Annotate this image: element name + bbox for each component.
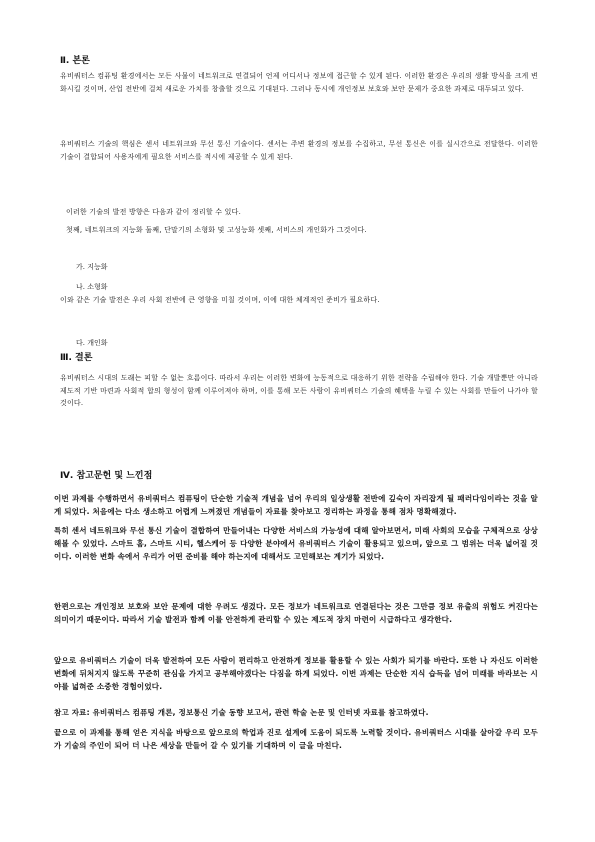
paragraph: 끝으로 이 과제를 통해 얻은 지식을 바탕으로 앞으로의 학업과 진로 설계에 도움이 되도록 노력할 것이다. 유비쿼터스 시대를 살아갈 우리 모두가 기술의 주인이 되어 더 나은 세상을 만들어 갈 수 있기를 기대하며 이 글을 마친다. xyxy=(54,728,538,751)
paragraph: 참고 자료: 유비쿼터스 컴퓨팅 개론, 정보통신 기술 동향 보고서, 관련 학술 논문 및 인터넷 자료를 참고하였다. xyxy=(54,708,429,717)
paragraph: 유비쿼터스 시대의 도래는 피할 수 없는 흐름이다. 따라서 우리는 이러한 변화에 능동적으로 대응하기 위한 전략을 수립해야 한다. 기술 개발뿐만 아니라 제도적 기반 마련과 사회적 합의 형성이 함께 이루어져야 하며, 이를 통해 모든 사람이 유비쿼터스 기술의 혜택을 누릴 수 있는 사회를 만들어 나가야 할 것이다. xyxy=(60,374,538,407)
paragraph: 한편으로는 개인정보 보호와 보안 문제에 대한 우려도 생겼다. 모든 정보가 네트워크로 연결된다는 것은 그만큼 정보 유출의 위험도 커진다는 의미이기 때문이다. 따라서 기술 발전과 함께 이를 안전하게 관리할 수 있는 제도적 장치 마련이 시급하다고 생각한다. xyxy=(54,602,538,625)
paragraph: 유비쿼터스 기술의 핵심은 센서 네트워크와 무선 통신 기술이다. 센서는 주변 환경의 정보를 수집하고, 무선 통신은 이를 실시간으로 전달한다. 이러한 기술이 결합되어 사용자에게 필요한 서비스를 적시에 제공할 수 있게 된다. xyxy=(60,140,538,161)
paragraph: 이번 과제를 수행하면서 유비쿼터스 컴퓨팅이 단순한 기술적 개념을 넘어 우리의 일상생활 전반에 깊숙이 자리잡게 될 패러다임이라는 것을 알게 되었다. 처음에는 다소 생소하고 어렵게 느껴졌던 개념들이 자료를 찾아보고 정리하는 과정을 통해 점차 명확해졌다. xyxy=(54,494,538,517)
paragraph: 유비쿼터스 컴퓨팅 환경에서는 모든 사물이 네트워크로 연결되어 언제 어디서나 정보에 접근할 수 있게 된다. 이러한 환경은 우리의 생활 방식을 크게 변화시킬 것이며, 산업 전반에 걸쳐 새로운 가치를 창출할 것으로 기대된다. 그러나 동시에 개인정보 보호와 보안 문제가 중요한 과제로 대두되고 있다. xyxy=(60,72,538,93)
paragraph: 이와 같은 기술 발전은 우리 사회 전반에 큰 영향을 미칠 것이며, 이에 대한 체계적인 준비가 필요하다. xyxy=(60,296,380,304)
paragraph: 이러한 기술의 발전 방향은 다음과 같이 정리할 수 있다. xyxy=(66,208,241,216)
list-item: 가. 지능화 xyxy=(76,263,108,271)
paragraph: 특히 센서 네트워크와 무선 통신 기술이 결합하여 만들어내는 다양한 서비스의 가능성에 대해 알아보면서, 미래 사회의 모습을 구체적으로 상상해볼 수 있었다. 스마트 홈, 스마트 시티, 헬스케어 등 다양한 분야에서 유비쿼터스 기술이 활용되고 있으며, 앞으로 그 범위는 더욱 넓어질 것이다. 이러한 변화 속에서 우리가 어떤 준비를 해야 하는지에 대해서도 고민해보는 계기가 되었다. xyxy=(54,526,538,562)
paragraph: 앞으로 유비쿼터스 기술이 더욱 발전하여 모든 사람이 편리하고 안전하게 정보를 활용할 수 있는 사회가 되기를 바란다. 또한 나 자신도 이러한 변화에 뒤처지지 않도록 꾸준히 관심을 가지고 공부해야겠다는 다짐을 하게 되었다. 이번 과제는 단순한 지식 습득을 넘어 미래를 바라보는 시야를 넓혀준 소중한 경험이었다. xyxy=(54,656,538,692)
section-heading-body: Ⅱ. 본론 xyxy=(60,56,90,66)
section-heading-conclusion: Ⅲ. 결론 xyxy=(60,353,93,363)
paragraph: 첫째, 네트워크의 지능화 둘째, 단말기의 소형화 및 고성능화 셋째, 서비스의 개인화가 그것이다. xyxy=(66,226,367,234)
list-item: 나. 소형화 xyxy=(76,283,108,291)
list-item: 다. 개인화 xyxy=(76,339,108,347)
section-heading-reflection: Ⅳ. 참고문헌 및 느낀점 xyxy=(60,471,153,481)
